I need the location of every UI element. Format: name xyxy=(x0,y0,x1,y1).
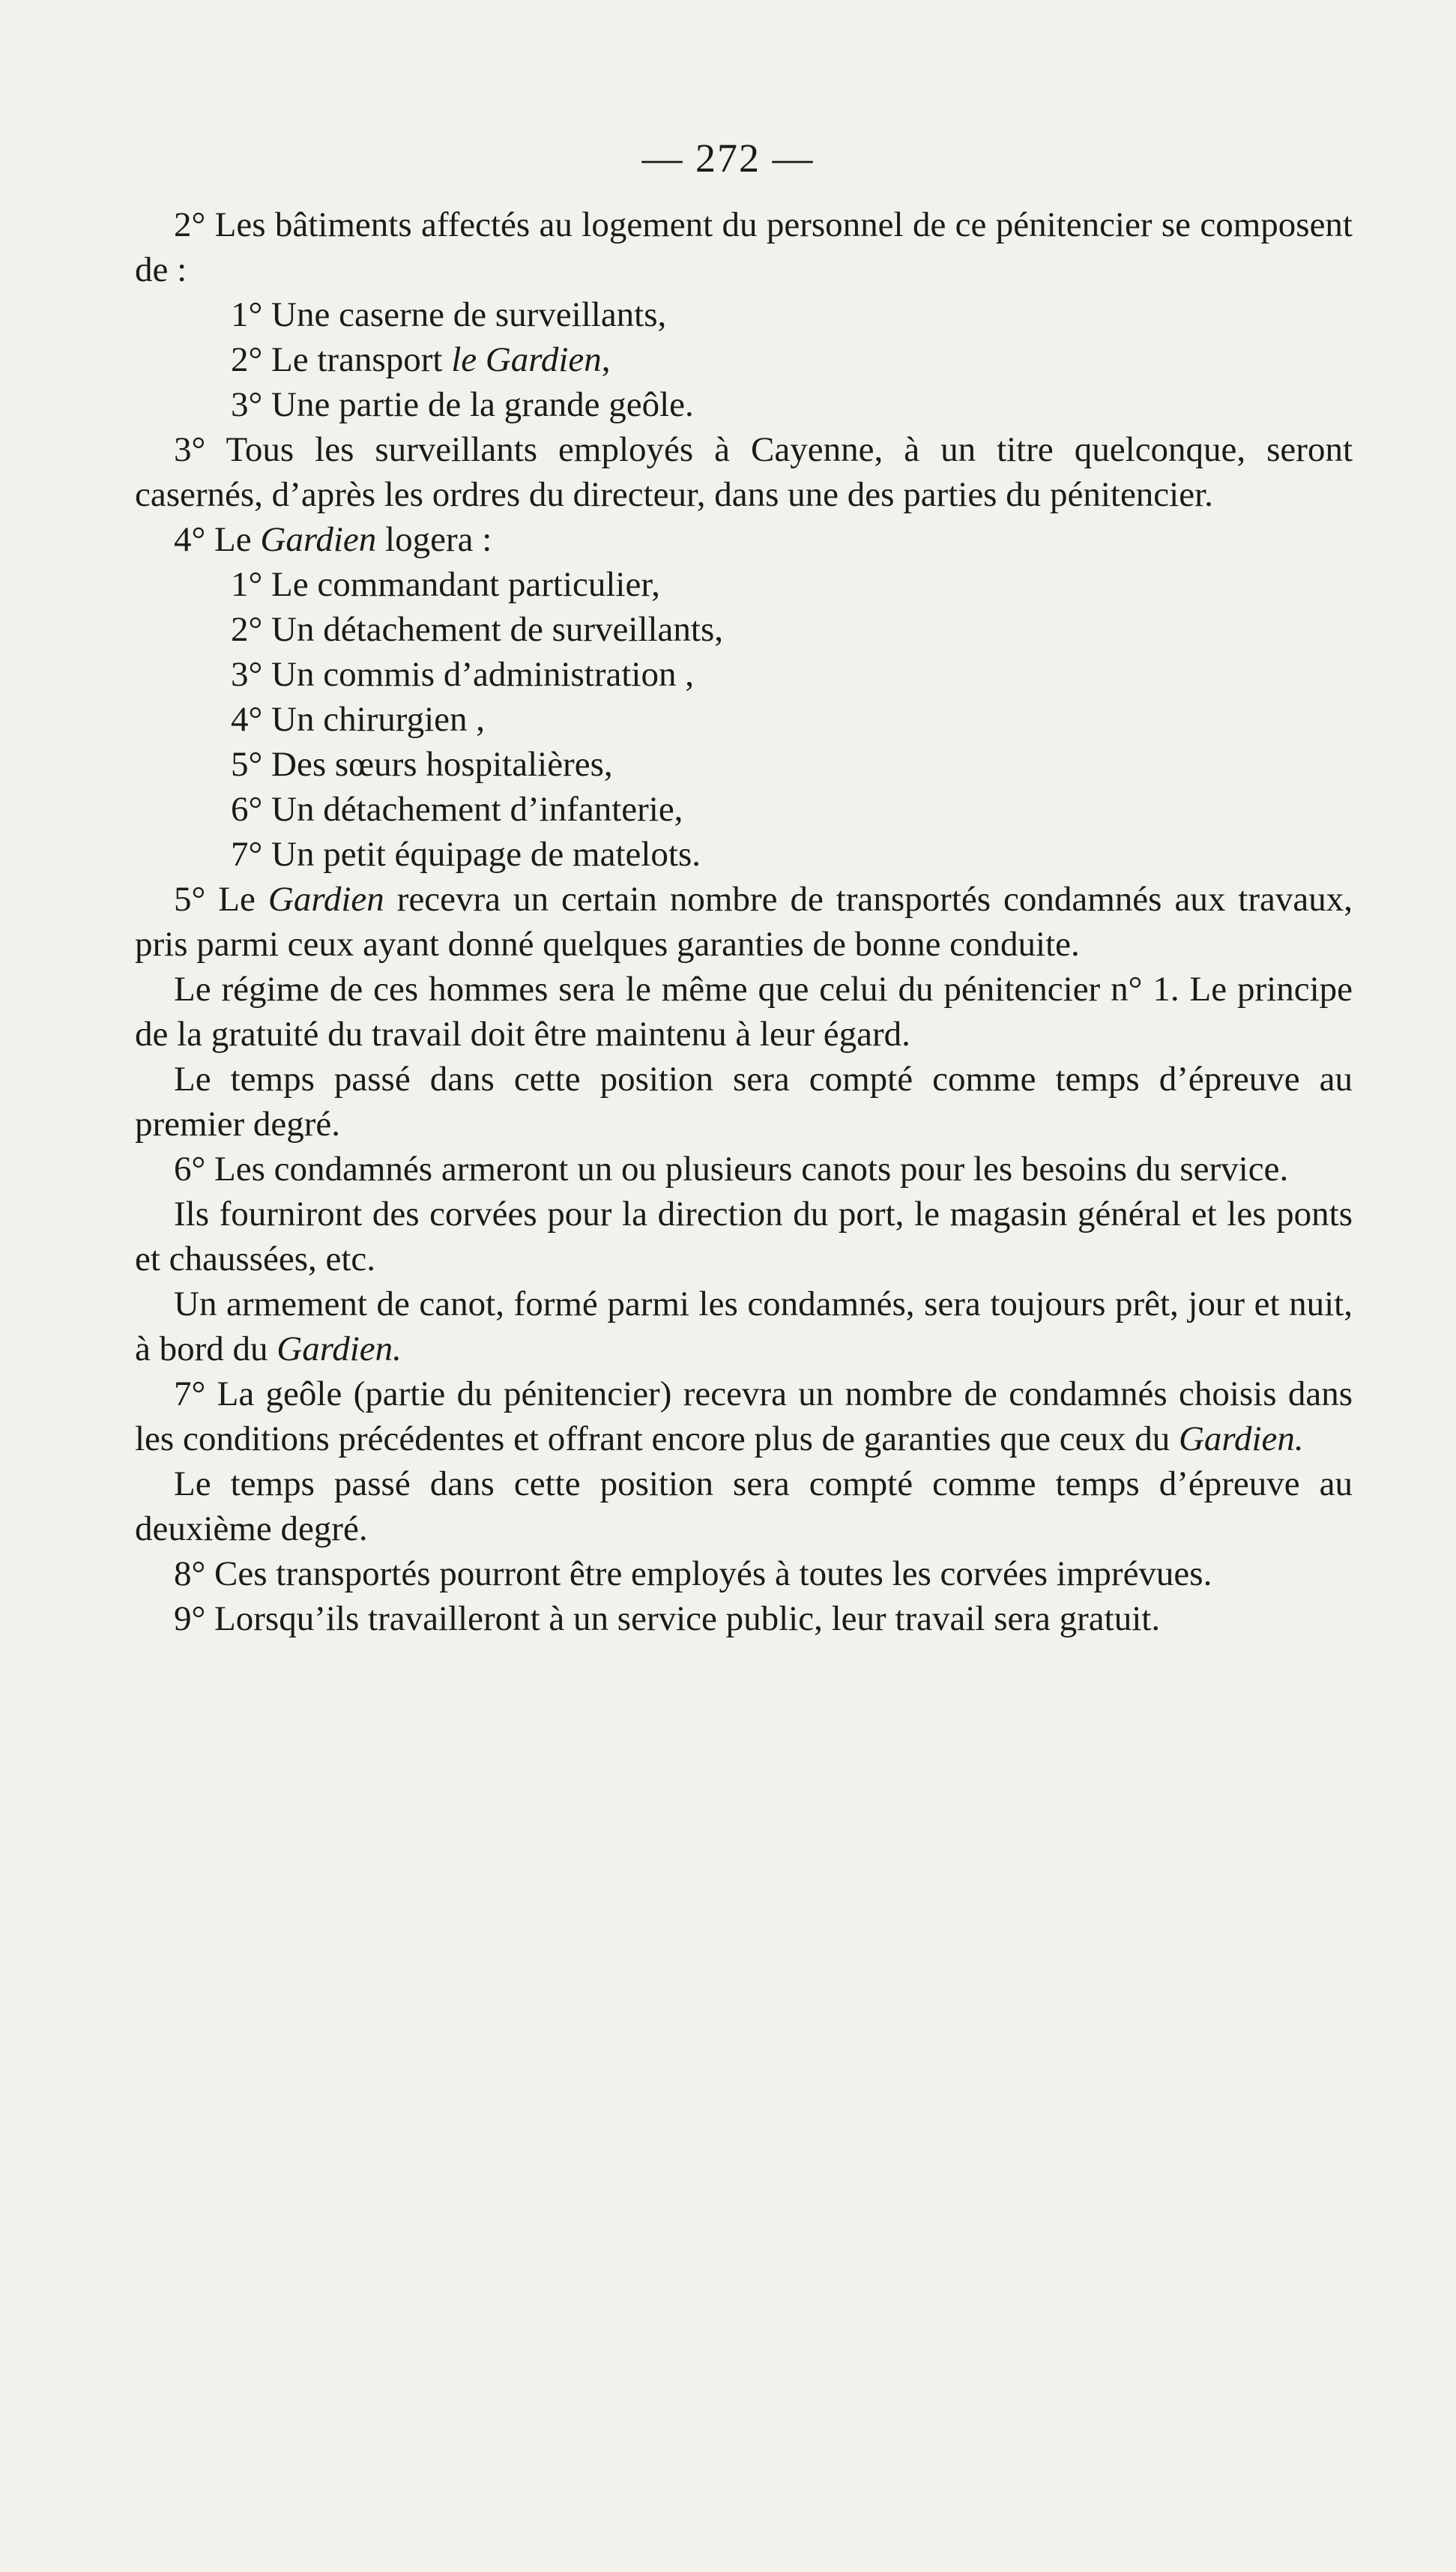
text-run: Le temps passé dans cette position sera compté comme temps d’épreuve au deuxième degré. xyxy=(135,1464,1353,1548)
text-run: 3° Un commis d’administration , xyxy=(231,655,694,694)
list-item xyxy=(135,832,1353,877)
paragraph xyxy=(135,1192,1353,1282)
italic-text: le Gardien xyxy=(451,340,602,379)
text-run: 5° Le xyxy=(174,880,268,919)
text-run: 8° Ces transportés pourront être employés à toutes les corvées imprévues. xyxy=(174,1554,1212,1593)
text-run: 2° Les bâtiments affectés au logement du personnel de ce pénitencier se composent de : xyxy=(135,205,1353,289)
list-item xyxy=(135,787,1353,832)
paragraph xyxy=(135,877,1353,967)
paragraph xyxy=(135,1596,1353,1641)
list-item xyxy=(135,652,1353,697)
body-text xyxy=(135,202,1353,1641)
text-run: 3° Une partie de la grande geôle. xyxy=(231,385,694,424)
paragraph xyxy=(135,1461,1353,1551)
list-item xyxy=(135,382,1353,427)
list-item xyxy=(135,607,1353,652)
paragraph xyxy=(135,1057,1353,1147)
text-run: , xyxy=(601,340,611,379)
text-run: 5° Des sœurs hospitalières, xyxy=(231,745,613,784)
text-run: 2° Un détachement de surveillants, xyxy=(231,610,724,649)
text-run: 2° Le transport xyxy=(231,340,452,379)
text-run: 3° Tous les surveillants employés à Cayenne, à un titre quelconque, seront casernés, d’après les ordres du directeur, dans une des parties du pénitencier. xyxy=(135,430,1353,514)
text-run: Ils fourniront des corvées pour la direction du port, le magasin général et les ponts et chaussées, etc. xyxy=(135,1195,1353,1279)
list-item xyxy=(135,292,1353,337)
paragraph xyxy=(135,1551,1353,1596)
list-item xyxy=(135,562,1353,607)
paragraph xyxy=(135,517,1353,562)
text-run: recevra un certain nombre de transportés condamnés aux travaux, pris parmi ceux ayant donné quelques garanties de bonne conduite. xyxy=(135,880,1353,964)
text-run: 6° Un détachement d’infanterie, xyxy=(231,790,683,829)
text-run: 1° Le commandant particulier, xyxy=(231,565,660,604)
paragraph xyxy=(135,427,1353,517)
paragraph xyxy=(135,1371,1353,1461)
italic-text: Gardien xyxy=(268,880,384,919)
page-number: — 272 — xyxy=(641,136,815,181)
paragraph xyxy=(135,202,1353,292)
text-run: logera : xyxy=(376,520,492,559)
text-run: 7° La geôle (partie du pénitencier) recevra un nombre de condamnés choisis dans les conditions précédentes et offrant encore plus de garanties que ceux du xyxy=(135,1374,1353,1458)
list-item xyxy=(135,337,1353,382)
paragraph xyxy=(135,1147,1353,1192)
paragraph xyxy=(135,1282,1353,1371)
text-run: Le temps passé dans cette position sera compté comme temps d’épreuve au premier degré. xyxy=(135,1060,1353,1144)
text-run: Le régime de ces hommes sera le même que celui du pénitencier n° 1. Le principe de la gratuité du travail doit être maintenu à leur égard. xyxy=(135,970,1353,1054)
italic-text: Gardien xyxy=(260,520,377,559)
text-run: 7° Un petit équipage de matelots. xyxy=(231,835,701,874)
list-item xyxy=(135,742,1353,787)
text-run: 4° Le xyxy=(174,520,261,559)
text-run: Un armement de canot, formé parmi les condamnés, sera toujours prêt, jour et nuit, à bord du xyxy=(135,1285,1353,1368)
paragraph xyxy=(135,967,1353,1057)
list-item xyxy=(135,697,1353,742)
text-run: 1° Une caserne de surveillants, xyxy=(231,295,667,334)
text-run: 6° Les condamnés armeront un ou plusieurs canots pour les besoins du service. xyxy=(174,1150,1289,1189)
text-run: 9° Lorsqu’ils travailleront à un service public, leur travail sera gratuit. xyxy=(174,1599,1161,1638)
italic-text: Gardien. xyxy=(277,1329,402,1368)
italic-text: Gardien. xyxy=(1178,1419,1304,1458)
text-run: 4° Un chirurgien , xyxy=(231,700,486,739)
